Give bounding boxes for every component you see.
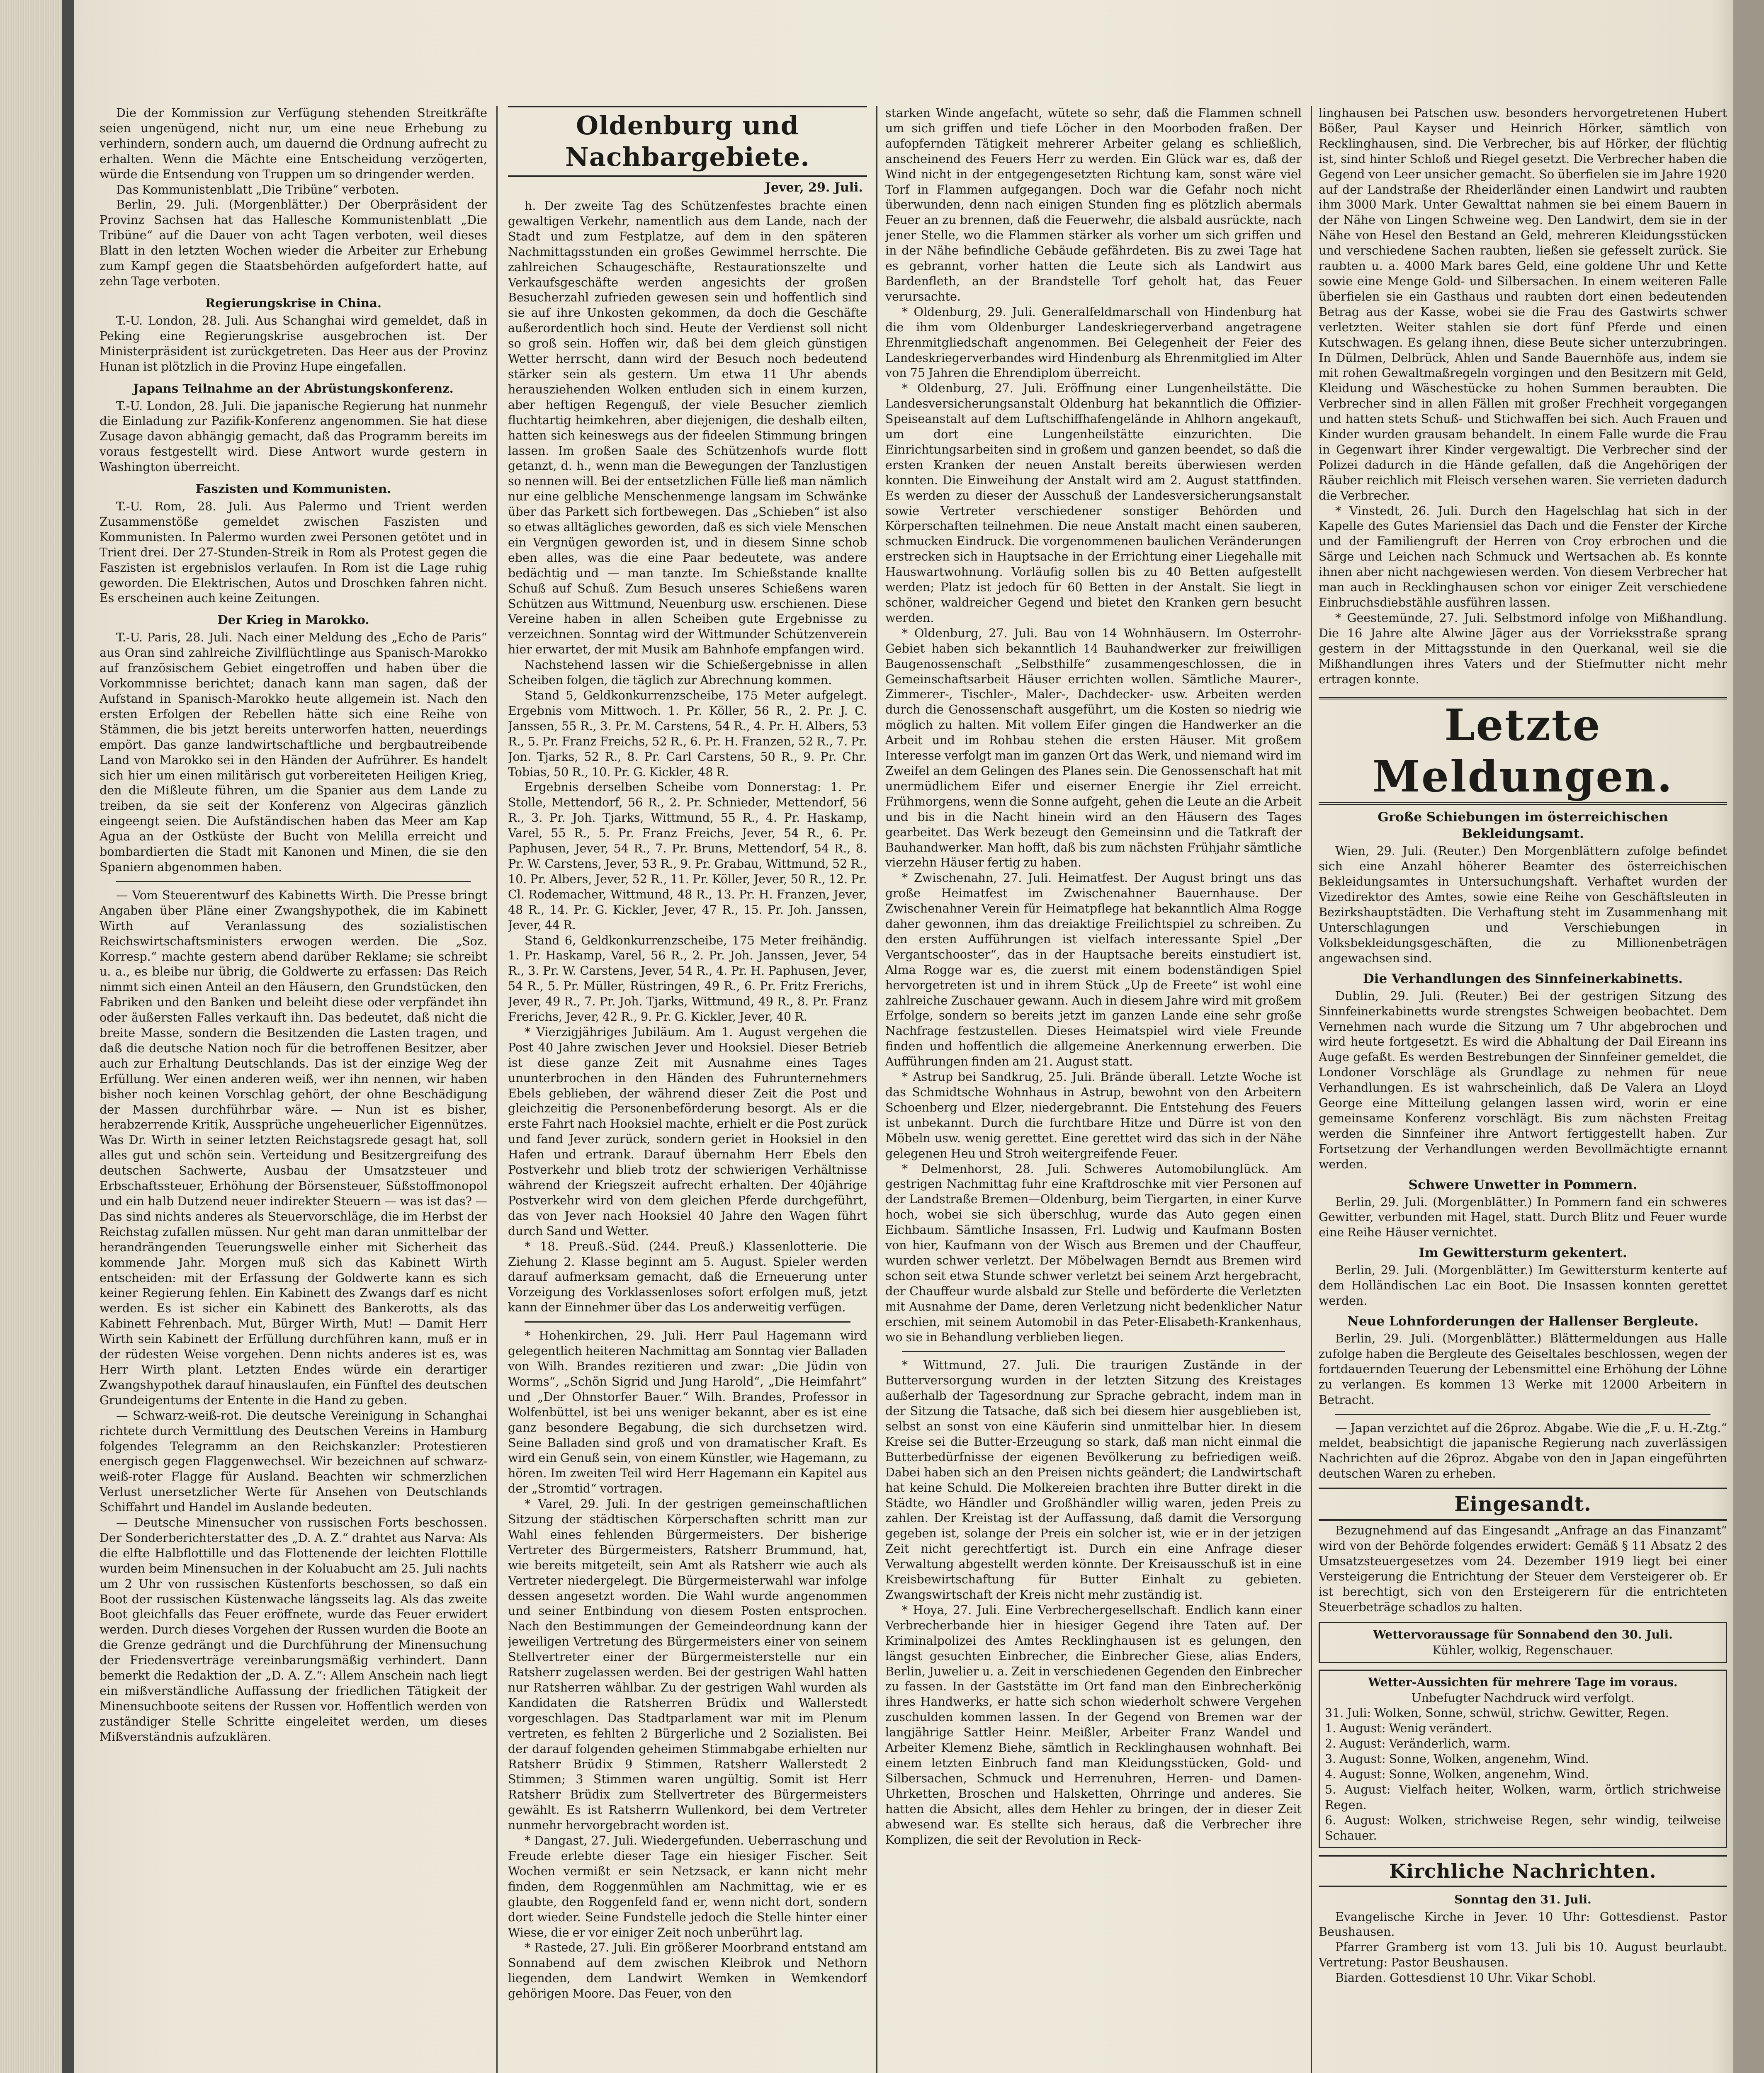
article-paragraph: Das Kommunistenblatt „Die Tribüne“ verboten.	[116, 182, 399, 197]
weather-outlook-item: 3. August: Sonne, Wolken, angenehm, Wind.	[1325, 1752, 1589, 1766]
church-news-date: Sonntag den 31. Juli.	[1454, 1892, 1591, 1906]
news-text: Dublin, 29. Juli. (Reuter.) Bei der gestrigen Sitzung des Sinnfeinerkabinetts wurde strengstes Schweigen beobachtet. Dem Vernehmen nach wurde die Sitzung um 7 Uhr abgebrochen und wird heute fortgesetzt. Es wird die Abhaltung der Dail Eireann ins Auge gefaßt. Es werden Bestrebungen der Sinnfeiner gemeldet, die Londoner Vorschläge als Grundlage zu nehmen für neue Verhandlungen. Es ist wahrscheinlich, daß De Valera an Lloyd George eine Mitteilung gelangen lassen wird, worin er eine gemeinsame Konferenz vorschlägt. Bis zum nächsten Freitag werden die Sinnfeiner ihre Antwort fertiggestellt haben. Zur Fortsetzung der Verhandlungen werden Bevollmächtigte ernannt werden.	[1319, 989, 1727, 1171]
divider	[116, 881, 471, 882]
news-text: Berlin, 29. Juli. (Morgenblätter.) Im Gewittersturm kenterte auf dem Holländischen Lac ein Boot. Die Insassen konnten gerettet werden.	[1319, 1263, 1727, 1308]
article-paragraph: Stand 5, Geldkonkurrenzscheibe, 175 Meter aufgelegt. Ergebnis vom Mittwoch. 1. Pr. Köller, 56 R., 2. Pr. J. C. Janssen, 55 R., 3. Pr. M. Carstens, 54 R., 4. Pr. H. Albers, 53 R., 5. Pr. Franz Freichs, 52 R., 6. Pr. H. Franzen, 52 R., 7. Pr. Jon. Tjarks, 52 R., 8. Pr. Carl Carstens, 50 R., 9. Pr. Chr. Tobias, 50 R., 10. Pr. G. Kickler, 48 R.	[508, 689, 867, 779]
news-text: Wien, 29. Juli. (Reuter.) Den Morgenblättern zufolge befindet sich eine Anzahl höherer Beamter des österreichischen Bekleidungsamtes in Untersuchungshaft. Verhaftet wurden der Vizedirektor des Amtes, sowie eine Reihe von Geschäftsleuten in Bezirkshauptstädten. Die Verhaftung steht im Zusammenhang mit Unterschlagungen und Verschiebungen in Volksbekleidungsgeschäften, die zu Millionenbeträgen angewachsen sind.	[1319, 844, 1727, 965]
dateline: Jever, 29. Juli.	[765, 180, 863, 195]
column-rule	[876, 106, 877, 2073]
weather-outlook-item: 6. August: Wolken, strichweise Regen, sehr windig, teilweise Schauer.	[1325, 1813, 1721, 1842]
article-paragraph: * Dangast, 27. Juli. Wiedergefunden. Ueberraschung und Freude erlebte dieser Tage ein hiesiger Fischer. Seit Wochen vermißt er sein Netzsack, er kann nicht mehr finden, dem Roggenmühlen am Nachmittag, wie er es glaubte, den Roggenfeld fand er, wenn nicht dort, sondern dort wieder. Seine Fundstelle jedoch die Stelle hinter einer Wiese, die er vor einiger Zeit noch unberührt lag.	[508, 1834, 867, 1939]
article-paragraph: * Vinstedt, 26. Juli. Durch den Hagelschlag hat sich in der Kapelle des Gutes Mariensiel das Dach und die Fenster der Kirche und der Familiengruft der Herren von Croy erbrochen und die Särge und Leichen nach Schmuck und Wertsachen ab. Es konnte ihnen aber nicht nachgewiesen werden. Von diesem Verbrecher hat man auch in Recklinghausen schon vor einiger Zeit verschiedene Einbruchsdiebstähle ausführen lassen.	[1319, 504, 1727, 609]
section-title: Oldenburg und Nachbargebiete.	[508, 106, 867, 177]
weather-outlook-item: 2. August: Veränderlich, warm.	[1325, 1737, 1511, 1751]
latest-news-heading: Letzte Meldungen.	[1319, 697, 1727, 805]
news-headline: Schwere Unwetter in Pommern.	[1408, 1177, 1638, 1192]
weather-forecast-heading: Wettervoraussage für Sonnabend den 30. Juli.	[1373, 1627, 1673, 1641]
divider	[525, 1321, 850, 1323]
news-headline: Die Verhandlungen des Sinnfeinerkabinetts.	[1363, 971, 1683, 986]
church-news-heading: Kirchliche Nachrichten.	[1319, 1855, 1727, 1887]
weather-outlook-item: 4. August: Sonne, Wolken, angenehm, Wind.	[1325, 1767, 1589, 1782]
article-paragraph: T.-U. Paris, 28. Juli. Nach einer Meldung des „Echo de Paris“ aus Oran sind zahlreiche Zivilflüchtlinge aus Spanisch-Marokko auf französischem Gebiet eingetroffen und haben über die Vorkommnisse berichtet; danach kann man sagen, daß der Aufstand in Spanisch-Marokko heute allgemein ist. Nach den ersten Erfolgen der Rebellen hätte sich eine Reihe von Stämmen, die bis jetzt bereits unterworfen hatten, neuerdings empört. Das ganze landwirtschaftliche und bergbautreibende Land von Marokko sei in den Händen der Aufrührer. Es handelt sich hier um einen militärisch gut vorbereiteten Heiligen Krieg, den die Mißleute führen, um die Spanier aus dem Lande zu treiben, da sie seit der Konferenz von Algeciras gänzlich eingeengt seien. Die Aufständischen haben das Meer am Kap Agua an der Ostküste der Bucht von Melilla erreicht und bombardierten die Stadt mit Kanonen und Minen, die sie den Spaniern abgenommen haben.	[100, 631, 487, 874]
news-headline: Im Gewittersturm gekentert.	[1419, 1245, 1627, 1261]
eingesandt-text: Bezugnehmend auf das Eingesandt „Anfrage an das Finanzamt“ wird von der Behörde folgendes erwidert: Gemäß § 11 Absatz 2 des Umsatzsteuergesetzes vom 24. Dezember 1919 liegt bei einer Versteigerung die Entrichtung der Steuer dem Versteigerer ob. Er ist berechtigt, sich von den Ersteigerern für die entrichteten Steuerbeträge schadlos zu halten.	[1319, 1524, 1727, 1614]
article-paragraph: T.-U. Rom, 28. Juli. Aus Palermo und Trient werden Zusammenstöße gemeldet zwischen Faszisten und Kommunisten. In Palermo wurden zwei Personen getötet und in Trient drei. Der 27-Stunden-Streik in Rom als Protest gegen die Faszisten ist ergebnislos verlaufen. In Rom ist die Lage ruhig geworden. Die Elektrischen, Autos und Droschken fahren nicht. Es erscheinen auch keine Zeitungen.	[100, 500, 487, 605]
weather-forecast-box	[1319, 1622, 1727, 1663]
column-rule	[496, 106, 498, 2073]
article-paragraph: * 18. Preuß.-Süd. (244. Preuß.) Klassenlotterie. Die Ziehung 2. Klasse beginnt am 5. August. Spieler werden darauf aufmerksam gemacht, daß die Erneuerung unter Vorzeigung des Vorklassenloses sofort erfolgen muß, jetzt kann der Einnehmer über das Los anderweitig verfügen.	[508, 1239, 867, 1315]
article-paragraph: T.-U. London, 28. Juli. Aus Schanghai wird gemeldet, daß in Peking eine Regierungskrise ausgebrochen ist. Der Ministerpräsident ist zurückgetreten. Das Heer aus der Provinz Hunan ist plötzlich in die Provinz Hupe eingefallen.	[100, 313, 487, 374]
article-paragraph: * Rastede, 27. Juli. Ein größerer Moorbrand entstand am Sonnabend auf dem zwischen Kleibrok und Nethorn liegenden, dem Landwirt Wemken in Wemkendorf gehörigen Moore. Das Feuer, von den	[508, 1941, 867, 2001]
article-paragraph: Ergebnis derselben Scheibe vom Donnerstag: 1. Pr. Stolle, Mettendorf, 56 R., 2. Pr. Schnieder, Mettendorf, 56 R., 3. Pr. Joh. Tjarks, Wittmund, 55 R., 4. Pr. Haskamp, Varel, 55 R., 5. Pr. Franz Freichs, Jever, 54 R., 6. Pr. Paphusen, Jever, 54 R., 7. Pr. Bruns, Mettendorf, 54 R., 8. Pr. W. Carstens, Jever, 53 R., 9. Pr. Grabau, Wittmund, 52 R., 10. Pr. Albers, Jever, 52 R., 11. Pr. Köller, Jever, 50 R., 12. Pr. Cl. Rodemacher, Wittmund, 48 R., 13. Pr. H. Franzen, Jever, 48 R., 14. Pr. G. Kickler, Jever, 47 R., 15. Pr. Joh. Janssen, Jever, 44 R.	[508, 780, 867, 932]
weather-outlook-box	[1319, 1670, 1727, 1848]
section-heading: Japans Teilnahme an der Abrüstungskonferenz.	[133, 381, 454, 396]
article-paragraph: * Geestemünde, 27. Juli. Selbstmord infolge von Mißhandlung. Die 16 Jahre alte Alwine Jäger aus der Vorrieksstraße sprang gestern in der Mittagsstunde in den Querkanal, weil sie die Mißhandlungen ihres Vaters und der Stiefmutter nicht mehr ertragen konnte.	[1319, 611, 1727, 686]
article-paragraph: * Hohenkirchen, 29. Juli. Herr Paul Hagemann wird gelegentlich heiteren Nachmittag am Sonntag vier Balladen von Wilh. Brandes rezitieren und zwar: „Die Jüdin von Worms“, „Schön Sigrid und Jung Harold“, „Die Heimfahrt“ und „Der Ohnstorfer Bauer.“ Wilh. Brandes, Professor in Wolfenbüttel, ist bei uns weniger bekannt, aber es ist eine ganz besondere Begabung, die sich durchsetzen wird. Seine Balladen sind groß und von dramatischer Kraft. Es wird ein Genuß sein, von einem Künstler, wie Hagemann, zu hören. Im zweiten Teil wird Herr Hagemann ein Kapitel aus der „Stromtid“ vortragen.	[508, 1329, 867, 1496]
weather-outlook-heading: Wetter-Aussichten für mehrere Tage im voraus.	[1368, 1675, 1678, 1689]
divider	[1335, 1414, 1711, 1415]
church-news-text: Evangelische Kirche in Jever. 10 Uhr: Gottesdienst. Pastor Beushausen.	[1319, 1910, 1727, 1939]
article-paragraph: Nachstehend lassen wir die Schießergebnisse in allen Scheiben folgen, die täglich zur Abrechnung kommen.	[508, 658, 867, 687]
article-paragraph: * Astrup bei Sandkrug, 25. Juli. Brände überall. Letzte Woche ist das Schmidtsche Wohnhaus in Astrup, bewohnt von den Arbeitern Schoenberg und Elzer, niedergebrannt. Die Entstehung des Feuers ist unbekannt. Durch die furchtbare Hitze und Dürre ist von den Möbeln usw. wenig gerettet. Eine gerettet wird das sich in der Nähe gelegenen Heu und Stroh weitergreifende Feuer.	[885, 1070, 1302, 1160]
column-1	[100, 106, 487, 2073]
column-3	[885, 106, 1302, 2073]
weather-outlook-item: 5. August: Vielfach heiter, Wolken, warm, örtlich strichweise Regen.	[1325, 1782, 1721, 1812]
section-heading: Der Krieg in Marokko.	[217, 613, 369, 627]
article-paragraph: Berlin, 29. Juli. (Morgenblätter.) Der Oberpräsident der Provinz Sachsen hat das Hallesche Kommunistenblatt „Die Tribüne“ auf die Dauer von acht Tagen verboten, weil dieses Blatt in den letzten Wochen wieder die Arbeiter zur Erhebung zum Kampf gegen die Staatsbehörden aufgefordert hatte, auf zehn Tage verboten.	[100, 198, 487, 288]
article-paragraph: T.-U. London, 28. Juli. Die japanische Regierung hat nunmehr die Einladung zur Pazifik-Konferenz angenommen. Sie hat diese Zusage davon abhängig gemacht, daß das Programm bereits im voraus festgestellt wird. Diese Antwort wurde gestern in Washington überreicht.	[100, 399, 487, 474]
article-paragraph: * Hoya, 27. Juli. Eine Verbrechergesellschaft. Endlich kann einer Verbrecherbande hier in hiesiger Gegend ihre Taten auf. Der Kriminalpolizei des Amtes Recklinghausen ist es gelungen, den längst gesuchten Einbrecher, die Einbrecher Giese, alias Enders, Berlin, Juwelier u. a. Zeit in verschiedenen Gegenden den Einbrecher zu fassen. In der Gaststätte im Ort fand man den Einbrecherkönig ihres Handwerks, er hatte sich schon wiederholt schwere Vergehen zuschulden kommen lassen. In der Gegend von Bremen war der langjährige Sattler Heinr. Meißler, Arbeiter Franz Wandel und Arbeiter Klemenz Biehe, sämtlich in Recklinghausen wohnhaft. Bei einem letzten Einbruch fand man Kleidungsstücken, Gold- und Silbersachen, Schmuck und Herrenuhren, Herren- und Damen-Uhrketten, Broschen und Halsketten, Ohrringe und anderes. Sie hatten die Absicht, alles dem Hehler zu bringen, der in dieser Zeit abwesend war. Es stellte sich heraus, daß die Verbrecher ihre Komplizen, die seit der Revolution in Reck-	[885, 1603, 1302, 1847]
weather-outlook-note: Unbefugter Nachdruck wird verfolgt.	[1411, 1691, 1635, 1705]
article-paragraph: * Oldenburg, 27. Juli. Bau von 14 Wohnhäusern. Im Osterrohr-Gebiet haben sich bekanntlich 14 Bauhandwerker zur freiwilligen Baugenossenschaft „Selbsthilfe“ zusammengeschlossen, die in Gemeinschaftsarbeit Häuser errichten wollen. Sämtliche Maurer-, Zimmerer-, Tischler-, Maler-, Dachdecker- usw. Arbeiten werden durch die Genossenschaft ausgeführt, um die Kosten so niedrig wie möglich zu halten. Mit vollem Eifer gingen die Handwerker an die Arbeit und im Rohbau stehen die ersten Häuser. Mit großem Interesse verfolgt man im ganzen Ort das Werk, und niemand wird im Zweifel an dem Gelingen des Planes sein. Die Genossenschaft hat mit unermüdlichem Eifer und eiserner Energie ihr Ziel erreicht. Frühmorgens, wenn die Sonne aufgeht, gehen die Leute an die Arbeit und bis in die Nacht hinein wird an den Häusern des Tages gearbeitet. Das Werk bezeugt den Gemeinsinn und die Tatkraft der Bauhandwerker. Man hofft, daß bis zum nächsten Frühjahr sämtliche vierzehn Häuser fertig zu haben.	[885, 626, 1302, 870]
article-paragraph: — Deutsche Minensucher von russischen Forts beschossen. Der Sonderberichterstatter des „D. A. Z.“ drahtet aus Narva: Als die elfte Halbflottille und das Flottenende der leichten Flottille wurden beim Minensuchen in der Koluabucht am 25. Juli nachts um 2 Uhr von russischen Küstenforts beschossen, so daß ein Boot der russischen Küstenwache längsseits lag. Als das zweite Boot gleichfalls das Feuer eröffnete, wurde das Feuer erwidert werden. Durch dieses Vorgehen der Russen wurden die Boote an die Grenze gedrängt und die Durchführung der Minensuchung der Friedensverträge vereinbarungsmäßig verhindert. Dann bemerkt die Redaktion der „D. A. Z.“: Allem Anschein nach liegt ein mißverständliche Auffassung der friedlichen Tätigkeit der Minensuchboote seitens der Russen vor. Hoffentlich werden von zuständiger Stelle Schritte eingeleitet werden, um dieses Mißverständnis aufzuklären.	[100, 1516, 487, 1744]
article-paragraph: * Wittmund, 27. Juli. Die traurigen Zustände in der Butterversorgung wurden in der letzten Sitzung des Kreistages außerhalb der Tagesordnung zur Sprache gebracht, indem man in der Sitzung die Tatsache, daß sich bei diesem hier ausgeblieben ist, selbst an sonst von eine Käuferin sind unmittelbar hier. In diesem Kreise sei die Butter-Erzeugung so stark, daß man nicht einmal die Butterbedürfnisse der eigenen Bevölkerung zu befriedigen weiß. Dabei haben sich an den Preisen nichts geändert; die Landwirtschaft hat keine Schuld. Die Molkereien brachten ihre Butter direkt in die Städte, wo Händler und Großhändler willig waren, jeden Preis zu zahlen. Der Kreistag ist der Auffassung, daß damit die Versorgung gegeben ist, solange der Preis ein solcher ist, wie er in der jetzigen Zeit nicht gerechtfertigt ist. Durch ein eine Anfrage dieser Verwaltung abgestellt werden könnte. Der Kreisausschuß ist in eine Kreisbewirtschaftung für Butter Einhalt zu gebieten. Zwangswirtschaft der Kreis nicht mehr zuständig ist.	[885, 1358, 1302, 1602]
weather-outlook-item: 31. Juli: Wolken, Sonne, schwül, strichw. Gewitter, Regen.	[1325, 1706, 1669, 1720]
news-text: Berlin, 29. Juli. (Morgenblätter.) Blättermeldungen aus Halle zufolge haben die Bergleute des Geiseltales beschlossen, wegen der fortdauernden Teuerung der Lebensmittel eine Erhöhung der Löhne zu verlangen. Es kommen 13 Werke mit 12000 Arbeitern in Betracht.	[1319, 1332, 1727, 1407]
article-paragraph: * Vierzigjähriges Jubiläum. Am 1. August vergehen die Post 40 Jahre zwischen Jever und Hooksiel. Dieser Betrieb ist diese ganze Zeit mit Ausnahme eines Tages ununterbrochen in den Händen des Fuhrunternehmers Ebels geblieben, der während dieser Zeit die Post und gleichzeitig die Personenbeförderung besorgt. Als er die erste Fahrt nach Hooksiel machte, erhielt er die Post zurück und fand Jever zurück, sondern geriet in Hooksiel in den Hafen und ertrank. Darauf übernahm Herr Ebels den Postverkehr und blieb trotz der schwierigen Verhältnisse während der Kriegszeit aufrecht erhalten. Der 40jährige Postverkehr wird von dem gleichen Pferde durchgeführt, das von Jever nach Hooksiel 40 Jahre den Wagen führt durch Sand und Wetter.	[508, 1025, 867, 1238]
column-rule	[1311, 106, 1312, 2073]
column-2	[508, 106, 867, 2073]
church-news-text: Biarden. Gottesdienst 10 Uhr. Vikar Schobl.	[1335, 1971, 1596, 1985]
news-headline: Neue Lohnforderungen der Hallenser Bergleute.	[1347, 1314, 1699, 1329]
article-paragraph: Die der Kommission zur Verfügung stehenden Streitkräfte seien ungenügend, nicht nur, um eine neue Erhebung zu verhindern, sondern auch, um dauernd die Ordnung aufrecht zu erhalten. Wenn die Mächte eine Entscheidung verzögerten, würde die Entsendung von Truppen um so dringender werden.	[100, 106, 487, 181]
article-paragraph: Stand 6, Geldkonkurrenzscheibe, 175 Meter freihändig. 1. Pr. Haskamp, Varel, 56 R., 2. Pr. Joh. Janssen, Jever, 54 R., 3. Pr. W. Carstens, Jever, 54 R., 4. Pr. H. Paphusen, Jever, 54 R., 5. Pr. Müller, Rüstringen, 49 R., 6. Pr. Fritz Frerichs, Jever, 49 R., 7. Pr. Joh. Tjarks, Wittmund, 49 R., 8. Pr. Franz Frerichs, Jever, 42 R., 9. Pr. G. Kickler, Jever, 40 R.	[508, 933, 867, 1024]
section-heading: Regierungskrise in China.	[205, 296, 381, 310]
divider	[902, 1351, 1285, 1352]
news-headline: Große Schiebungen im österreichischen Bekleidungsamt.	[1378, 810, 1668, 842]
news-text: — Japan verzichtet auf die 26proz. Abgabe. Wie die „F. u. H.-Ztg.“ meldet, beabsichtigt die japanische Regierung nach zuverlässigen Nachrichten auf die 26proz. Abgabe von den in Japan eingeführten deutschen Waren zu erheben.	[1319, 1421, 1727, 1481]
column-4	[1319, 106, 1727, 2073]
article-paragraph: — Schwarz-weiß-rot. Die deutsche Vereinigung in Schanghai richtete durch Vermittlung des Deutschen Vereins in Hamburg folgendes Telegramm an den Reichskanzler: Protestieren energisch gegen Flaggenwechsel. Wir bezeichnen auf schwarz-weiß-roter Flagge für Ausland. Beachten wir schmerzlichen Verlust unersetzlicher Werte für Ansehen von Deutschlands Schiffahrt und Handel im Auslande bedeuten.	[100, 1408, 487, 1515]
article-paragraph: h. Der zweite Tag des Schützenfestes brachte einen gewaltigen Verkehr, namentlich aus dem Lande, nach der Stadt und zum Festplatze, auf dem in den späteren Nachmittagsstunden ein großes Gewimmel herrschte. Die zahlreichen Schaugeschäfte, Restaurationszelte und Verkaufsgeschäfte werden angesichts der großen Besucherzahl zufrieden gewesen sein und hoffentlich sind sie auf ihre Unkosten gekommen, da doch die Geschäfte außerordentlich hoch sind. Heute der Verdienst soll nicht so groß sein. Hoffen wir, daß bei dem gleich günstigen Wetter herrscht, dann wird der Besuch noch bedeutend stärker sein als gestern. Um etwa 11 Uhr abends herausziehenden Wolken entluden sich in einem kurzen, aber heftigen Regenguß, der viele Besucher ziemlich fluchtartig heimkehren, aber diejenigen, die deshalb eilten, hatten sich keineswegs aus der fideelen Stimmung bringen lassen. Im großen Saale des Schützenhofs wurde flott getanzt, d. h., wenn man die Bewegungen der Tanzlustigen so nennen will. Bei der entsetzlichen Fülle ließ man nämlich nur eine gelbliche Menschenmenge langsam im Schwänke über das Parkett sich fortbewegen. Das „Schieben“ ist also so etwas alltägliches geworden, daß es sich viele Menschen ein Vergnügen geworden ist, und in diesem Sinne schob eben alles, was die eine Paar bedeutete, was andere bedächtig und — man tanzte. Im Schießstande knallte Schuß auf Schuß. Zum Besuch unseres Schießens waren Schützen aus Wittmund, Neuenburg usw. erschienen. Diese Vereine haben in allen Scheiben gute Ergebnisse zu verzeichnen. Sonntag wird der Wittmunder Schützenverein hier erwartet, der mit Musik am Bahnhofe empfangen wird.	[508, 199, 867, 657]
eingesandt-heading: Eingesandt.	[1319, 1488, 1727, 1521]
article-paragraph: — Vom Steuerentwurf des Kabinetts Wirth. Die Presse bringt Angaben über Pläne einer Zwangshypothek, die im Kabinett Wirth auf Veranlassung des sozialistischen Reichswirtschaftsministers erwogen werden. Die „Soz. Korresp.“ machte gestern abend darüber Reklame; sie schreibt u. a., es bleibe nur übrig, die Goldwerte zu erfassen: Das Reich nimmt sich einen Anteil an den Häusern, den Grundstücken, den Fabriken und den Banken und beleiht diese oder verpfändet ihn oder äußersten Falles verkauft ihn. Das bedeutet, daß nicht die breite Masse, sondern die Besitzenden die Lasten tragen, und daß die deutsche Nation noch für die betroffenen Besitzer, aber auch zur Erhaltung Deutschlands. Das ist der einzige Weg der Erfüllung. Wer einen anderen weiß, wer ihn nennen, wir haben bisher noch keinen Vorschlag gehört, der ohne Beschädigung der Massen durchführbar wäre. — Nun ist es bisher, herabzerrende Kritik, Aussprüche ungeheuerlicher Eigennützes. Was Dr. Wirth in seiner letzten Reichstagsrede gesagt hat, soll alles gut und schön sein. Verteidung und Besitzergreifung des deutschen Sachwerte, Ausbau der Umsatzsteuer und Erbschaftssteuer, Erhöhung der Börsensteuer, Süßstoffmonopol und ein halb Dutzend neuer indirekter Steuern — was ist das? — Das sind nichts anderes als Steuervorschläge, die im Herbst der Reichstag zufallen müssen. Nur geht man daran unmittelbar der herandrängenden Teuerungswelle einher mit Sicherheit das kommende Jahr. Morgen muß sich das Kabinett Wirth entscheiden: mit der Erfassung der Goldwerte kann es sich keiner Regierung fehlen. Ein Kabinett des Zwangs darf es nicht werden. Es ist sicher ein Kabinett des Bankerotts, als das Kabinett Fehrenbach. Mut, Bürger Wirth, Mut! — Damit Herr Wirth sein Kabinett der Erfüllung durchführen kann, muß er in der rüdesten Weise vorgehen. Denn nichts anderes ist es, was Herr Wirth plant. Letzten Endes würde ein derartiger Zwangshypothek darauf hinauslaufen, ein Fünftel des deutschen Grundeigentums der Entente in die Hand zu geben.	[100, 888, 487, 1407]
article-paragraph: * Oldenburg, 27. Juli. Eröffnung einer Lungenheilstätte. Die Landesversicherungsanstalt Oldenburg hat bekanntlich die Offizier-Speiseanstalt auf dem Luftschiffhafengelände in Ahlhorn angekauft, um dort eine Lungenheilstätte einzurichten. Die Einrichtungsarbeiten sind in großem und ganzen beendet, so daß die ersten Kranken der neuen Anstalt bereits überwiesen werden konnten. Die Einweihung der Anstalt wird am 2. August stattfinden. Es werden zu dieser der Ausschuß der Landesversicherungsanstalt sowie Vertreter verschiedener sonstiger Behörden und Körperschaften teilnehmen. Die neue Anstalt macht einen sauberen, schmucken Eindruck. Die vorgenommenen baulichen Veränderungen erstrecken sich in Hauptsache in der Errichtung einer Liegehalle mit Hauswartwohnung. Vorläufig sollen bis zu 40 Betten aufgestellt werden; Platz ist jedoch für 60 Betten in der Anstalt. Sie liegt in schöner, waldreicher Gegend und bietet den Kranken gern besucht werden.	[885, 381, 1302, 625]
weather-forecast-text: Kühler, wolkig, Regenschauer.	[1432, 1643, 1613, 1657]
weather-outlook-item: 1. August: Wenig verändert.	[1325, 1721, 1492, 1736]
article-paragraph: linghausen bei Patschen usw. besonders hervorgetretenen Hubert Bößer, Paul Kayser und Heinrich Hörker, sämtlich von Recklinghausen, sind. Die Verbrecher, bis auf Hörker, der flüchtig ist, sind hinter Schloß und Riegel gesetzt. Die Verbrecher haben die Gegend von Leer unsicher gemacht. So überfielen sie im Jahre 1920 auf der Landstraße der Rheiderländer einen Landwirt und raubten ihm 3000 Mark. Unter Gewalttat nahmen sie bei einem Bauern in der Nähe von Lingen Schweine weg. Den Landwirt, dem sie in der Nähe von Hesel den Bestand an Geld, mehreren Kleidungsstücken und verschiedene Sachen raubten, ließen sie gefesselt zurück. Sie raubten u. a. 4000 Mark bares Geld, eine goldene Uhr und Kette sowie eine Menge Gold- und Silbersachen. In einem weiteren Falle überfielen sie ein Gasthaus und raubten dort einen bedeutenden Betrag aus der Kasse, wobei sie die Frau des Gastwirts schwer verletzten. Weiter stahlen sie dort fünf Pferde und einen Kutschwagen. Es gelang ihnen, diese Beute sicher unterzubringen. In Dülmen, Delbrück, Ahlen und Sande Bauernhöfe aus, indem sie mit rohen Gewaltmaßregeln vorgingen und den Besitzern mit Geld, Kleidung und Wäschestücke zu hohen Summen beraubten. Die Verbrecher sind in allen Fällen mit großer Frechheit vorgegangen und hatten stets Schuß- und Stichwaffen bei sich. Auch Frauen und Kinder wurden grausam behandelt. In einem Falle wurde die Frau in Gegenwart ihrer Kinder vergewaltigt. Die Verbrecher sind der Polizei dadurch in die Hände gefallen, daß die Angehörigen der Räuber reichlich mit Fleisch versehen waren. Sie verrieten dadurch die Verbrecher.	[1319, 106, 1727, 502]
article-paragraph: * Zwischenahn, 27. Juli. Heimatfest. Der August bringt uns das große Heimatfest im Zwischenahner Bauernhause. Der Zwischenahner Verein für Heimatpflege hat bekanntlich Alma Rogge daher gewonnen, ihm das dreiaktige Freilichtspiel zu schreiben. Zu den ersten Aufführungen ist vielfach interessante Spiel „Der Vergantschooster“, das in der Hauptsache bereits einstudiert ist. Alma Rogge war es, die zuerst mit einem bodenständigen Spiel hervorgetreten ist und in ihrem Stück „Up de Freete“ ist wohl eine zahlreiche Zuschauer gewann. Auch in diesem Jahre wird mit großem Erfolge, sondern so bereits jetzt im ganzen Lande eine sehr große Nachfrage festzustellen. Dieses Heimatspiel wird viele Freunde finden und hoffentlich die allgemeine Anerkennung erwerben. Die Aufführungen finden am 21. August statt.	[885, 871, 1302, 1069]
section-heading: Faszisten und Kommunisten.	[195, 482, 391, 496]
church-news-text: Pfarrer Gramberg ist vom 13. Juli bis 10. August beurlaubt. Vertretung: Pastor Beushausen.	[1319, 1940, 1727, 1970]
right-page-edge	[1733, 0, 1764, 2073]
page-gutter	[62, 0, 74, 2073]
article-paragraph: * Oldenburg, 29. Juli. Generalfeldmarschall von Hindenburg hat die ihm vom Oldenburger Landeskriegerverband angetragene Ehrenmitgliedschaft angenommen. Bei Gelegenheit der Feier des Landeskriegerverbandes wird Hindenburg als Ehrenmitglied im Alter von 75 Jahren die Ehrendiplom überreicht.	[885, 305, 1302, 380]
article-paragraph: starken Winde angefacht, wütete so sehr, daß die Flammen schnell um sich griffen und tiefe Löcher in den Moorboden fraßen. Der aufopfernden Tätigkeit mehrerer Arbeiter gelang es schließlich, anscheinend des Feuers Herr zu werden. Ein Glück war es, daß der Wind nicht in der entgegengesetzten Richtung kam, sonst wäre viel Torf in Flammen aufgegangen. Doch war die Gefahr noch nicht überwunden, denn nach einigen Stunden fing es plötzlich abermals Feuer an zu brennen, daß die Feuerwehr, die alsbald ausrückte, nach jener Stelle, wo die Flammen stärker als vorher um sich griffen und in der Nähe befindliche Gebäude gefährdeten. Bis zu zwei Tage hat es gebrannt, vorher hatten die Leute sich als Landwirt aus Bardenfleth, an der Brandstelle Torf geholt hat, das Feuer verursachte.	[885, 106, 1302, 303]
article-paragraph: * Delmenhorst, 28. Juli. Schweres Automobilunglück. Am gestrigen Nachmittag fuhr eine Kraftdroschke mit vier Personen auf der Landstraße Bremen—Oldenburg, beim Tiergarten, in einer Kurve hoch, wobei sie sich überschlug, wurde das Auto gegen einen Eichbaum. Sämtliche Insassen, Frl. Ludwig und Kaufmann Bosten von hier, Kaufmann von der Wisch aus Bremen und der Chauffeur, wurden schwer verletzt. Der Möbelwagen Berndt aus Bremen wird schon seit etwa Stunde schwer verletzt bei seinem Arzt hergebracht, der Chauffeur wurde alsbald zur Stelle und beförderte die Verletzten mit Ausnahme der Dame, deren Verletzung nicht bedenklicher Natur erschien, mit seinem Automobil in das Peter-Elisabeth-Krankenhaus, wo sie in Behandlung verblieben liegen.	[885, 1162, 1302, 1344]
article-paragraph: * Varel, 29. Juli. In der gestrigen gemeinschaftlichen Sitzung der städtischen Körperschaften schritt man zur Wahl eines fehlenden Bürgermeisters. Der bisherige Vertreter des Bürgermeisters, Ratsherr Brummund, hat, wie bereits mitgeteilt, sein Amt als Ratsherr wie auch als Vertreter niedergelegt. Die Bürgermeisterwahl war infolge dessen angesetzt worden. Die Wahl wurde angenommen und seiner Entbindung von diesem Posten entsprochen. Nach den Bestimmungen der Gemeindeordnung kann der jeweiligen Vertretung des Bürgermeisters einer von seinem Stellvertreter einer der Bürgermeisterstelle nur ein Ratsherr zugelassen werden. Bei der gestrigen Wahl hatten nur Ratsherren wählbar. Zu der gestrigen Wahl wurden als Kandidaten die Ratsherren Brüdix und Wallerstedt vorgeschlagen. Das Stadtparlament war mit im Plenum vertreten, es fehlten 2 Bürgerliche und 2 Sozialisten. Bei der darauf folgenden geheimen Stimmabgabe erhielten nur Ratsherr Brüdix 9 Stimmen, Ratsherr Wallerstedt 2 Stimmen; 3 Stimmen waren ungültig. Somit ist Herr Ratsherr Brüdix zum Stellvertreter des Bürgermeisters gewählt. Es ist Ratsherrn Wullenkord, bei dem Vertreter nunmehr hervorgebracht worden ist.	[508, 1497, 867, 1833]
news-text: Berlin, 29. Juli. (Morgenblätter.) In Pommern fand ein schweres Gewitter, verbunden mit Hagel, statt. Durch Blitz und Feuer wurde eine Reihe Häuser vernichtet.	[1319, 1195, 1727, 1240]
book-binding-edge	[0, 0, 62, 2073]
